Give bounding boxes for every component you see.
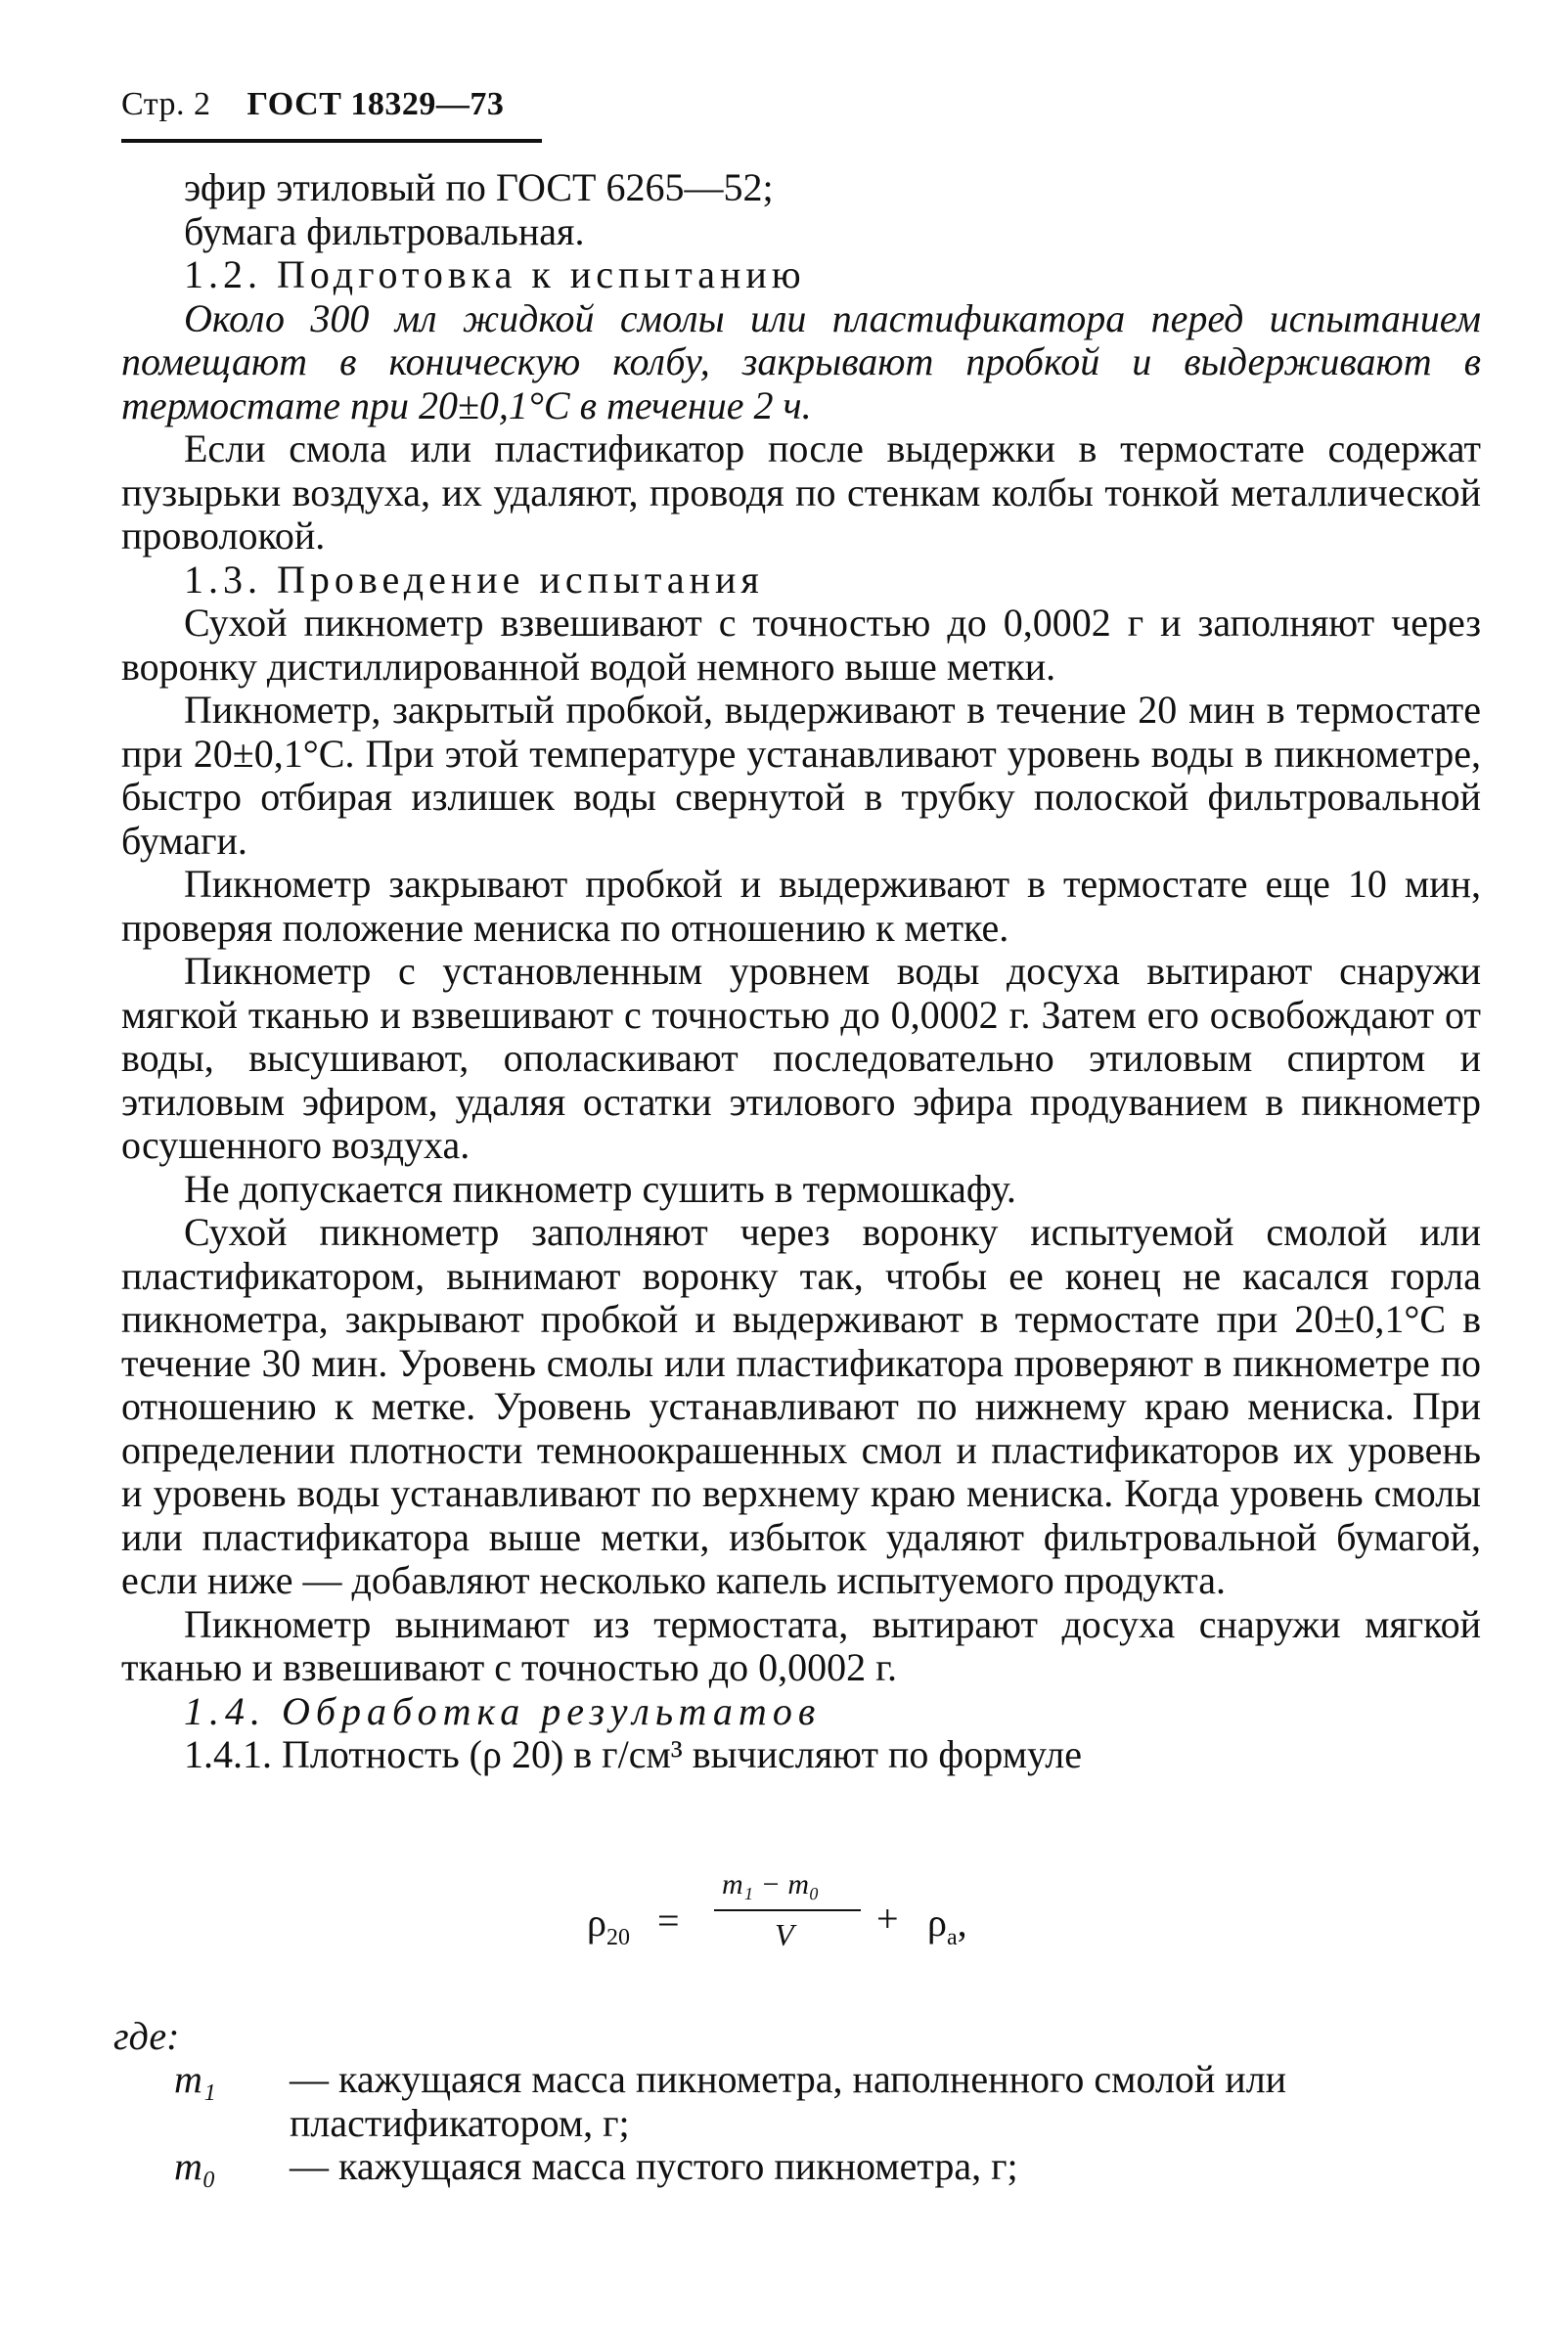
definition-symbol: m₁ [174, 2057, 216, 2101]
paragraph: Не допускается пикнометр сушить в термошкафу. [184, 1166, 1016, 1211]
header-rule [121, 139, 542, 143]
definition-item [121, 2145, 1481, 2189]
paragraph: Пикнометр закрывают пробкой и выдерживают в термостате еще 10 мин, проверяя положение мениска по отношению к метке. [121, 862, 1481, 950]
definition-item [121, 2058, 1481, 2145]
section-heading: 1.4. Обработка результатов [184, 1688, 822, 1733]
where-label: где: [113, 2014, 180, 2058]
section-heading: 1.2. Подготовка к испытанию [184, 252, 806, 296]
formula-rhs: $\rho_a$, [927, 1900, 967, 1950]
paragraph: бумага фильтровальная. [184, 208, 585, 253]
standard-number: ГОСТ 18329—73 [246, 86, 505, 122]
definition-text: — кажущаяся масса пустого пикнометра, г; [290, 2144, 1018, 2188]
paragraph: Сухой пикнометр заполняют через воронку испытуемой смолой или пластификатором, вынимают воронку так, чтобы ее конец не касался горла пикнометра, закрывают пробкой и выдерживают в термостате при 20±0,1°С в течение 30 мин. Уровень смолы или пластификатора проверяют в пикнометре по отношению к метке. Уровень устанавливают по нижнему краю мениска. При определении плотности темноокрашенных смол и пластификаторов их уровень и уровень воды устанавливают по верхнему краю мениска. Когда уровень смолы или пластификатора выше метки, избыток удаляют фильтровальной бумагой, если ниже — добавляют несколько капель испытуемого продукта. [121, 1210, 1481, 1602]
page-header [121, 86, 504, 123]
fraction-bar [714, 1909, 861, 1911]
formula-numerator: m₁ − m₀ [722, 1868, 820, 1900]
formula-lhs: $\rho_{20}$ [587, 1900, 630, 1950]
paragraph: эфир этиловый по ГОСТ 6265—52; [184, 165, 774, 209]
formula-plus: + [876, 1897, 899, 1941]
paragraph: Около 300 мл жидкой смолы или пластификатора перед испытанием помещают в коническую колбу, закрывают пробкой и выдерживают в термостате при 20±0,1°С в течение 2 ч. [121, 295, 1481, 427]
definition-symbol: m₀ [174, 2144, 216, 2188]
page-number-label: Стр. 2 [121, 86, 211, 122]
paragraph: Пикнометр с установленным уровнем воды досуха вытирают снаружи мягкой тканью и взвешивают с точностью до 0,0002 г. Затем его освобождают от воды, высушивают, ополаскивают последовательно этиловым спиртом и этиловым эфиром, удаляя остатки этилового эфира продуванием в пикнометр осушенного воздуха. [121, 949, 1481, 1167]
paragraph: 1.4.1. Плотность (ρ 20) в г/см³ вычисляют по формуле [184, 1732, 1082, 1776]
formula-denominator: V [775, 1917, 794, 1952]
paragraph: Пикнометр вынимают из термостата, вытирают досуха снаружи мягкой тканью и взвешивают с точностью до 0,0002 г. [121, 1601, 1481, 1689]
definitions-list [121, 2058, 1481, 2189]
definition-text: — кажущаяся масса пикнометра, наполненного смолой или пластификатором, г; [290, 2057, 1287, 2145]
body-text [121, 166, 1481, 1777]
formula-equals: = [657, 1899, 680, 1943]
paragraph: Пикнометр, закрытый пробкой, выдерживают в течение 20 мин в термостате при 20±0,1°С. При этой температуре устанавливают уровень воды в пикнометре, быстро отбирая излишек воды свернутой в трубку полоской фильтровальной бумаги. [121, 688, 1481, 863]
paragraph: Если смола или пластификатор после выдержки в термостате содержат пузырьки воздуха, их удаляют, проводя по стенкам колбы тонкой металлической проволокой. [121, 426, 1481, 558]
density-formula [548, 1868, 1096, 1986]
paragraph: Сухой пикнометр взвешивают с точностью до 0,0002 г и заполняют через воронку дистиллированной водой немного выше метки. [121, 601, 1481, 689]
section-heading: 1.3. Проведение испытания [184, 557, 764, 602]
